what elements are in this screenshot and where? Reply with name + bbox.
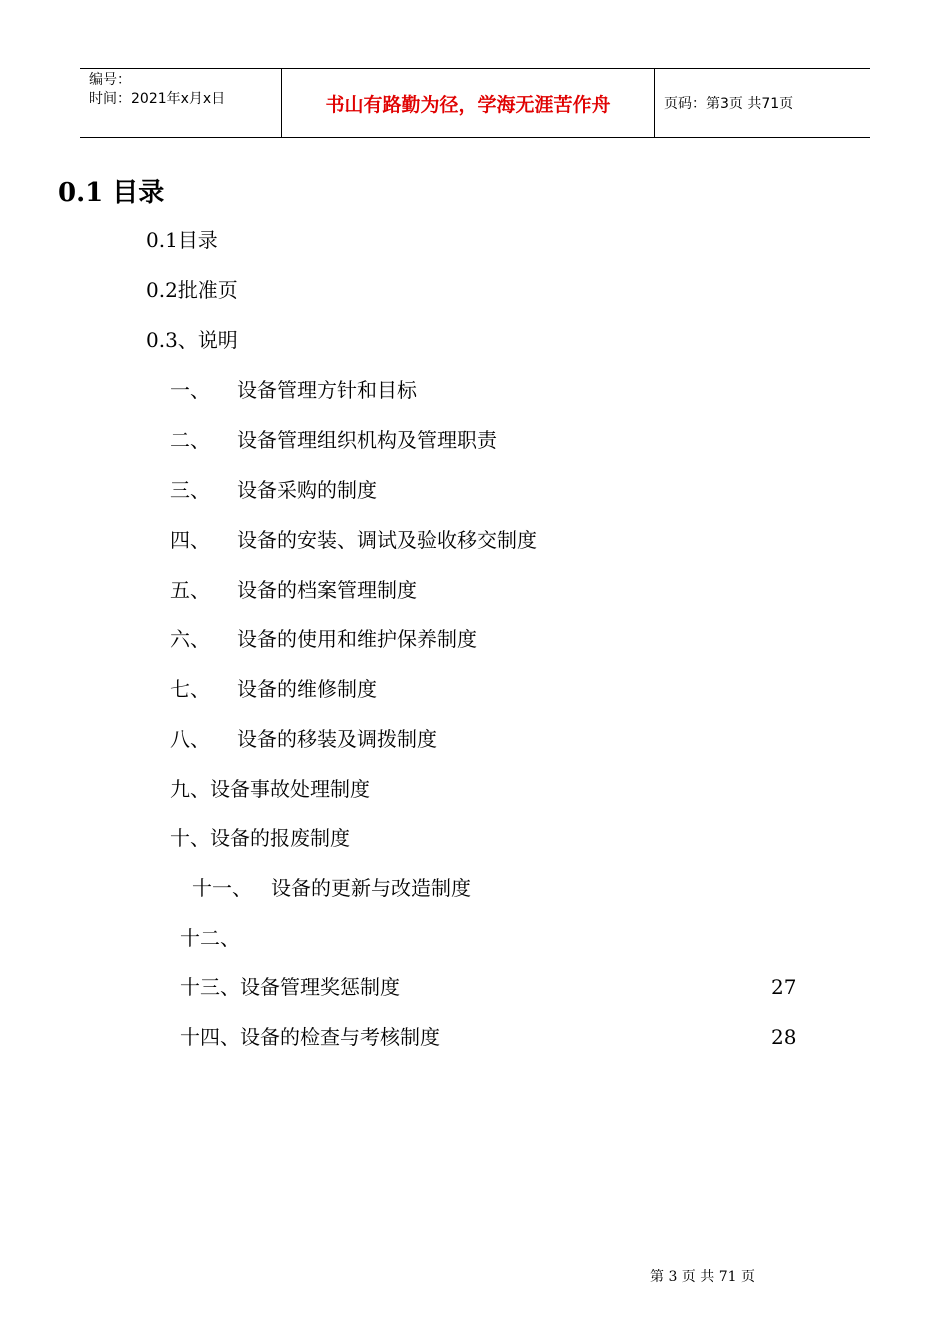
toc-item-number: 0.2 — [146, 278, 178, 302]
toc-item — [170, 725, 437, 753]
toc-item-number: 十一、 — [192, 876, 252, 900]
toc-item — [170, 775, 370, 803]
section-title: 0.1 目录 — [58, 178, 165, 208]
toc-item-title: 设备的使用和维护保养制度 — [237, 627, 477, 651]
header-page-info: 页码：第3页 共71页 — [664, 96, 794, 112]
toc-item — [170, 476, 377, 504]
toc-item-title: 设备事故处理制度 — [210, 777, 370, 801]
toc-item — [170, 426, 497, 454]
toc-item-title: 设备的检查与考核制度 — [240, 1025, 440, 1049]
page-header — [80, 68, 870, 138]
toc-item-title: 设备管理方针和目标 — [237, 378, 417, 402]
header-motto: 书山有路勤为径，学海无涯苦作舟 — [282, 69, 655, 137]
toc-item-number: 三、 — [170, 478, 210, 502]
toc-item-number: 八、 — [170, 727, 210, 751]
toc-item-title: 设备的安装、调试及验收移交制度 — [237, 528, 537, 552]
toc-item — [146, 276, 238, 304]
toc-item-title: 设备的档案管理制度 — [237, 578, 417, 602]
toc-item — [170, 526, 537, 554]
toc-item-number: 二、 — [170, 428, 210, 452]
toc-item-title: 批准页 — [177, 278, 238, 302]
toc-item — [146, 226, 218, 254]
toc-item — [192, 874, 471, 902]
toc-item-number: 0.3、 — [146, 328, 198, 352]
toc-item-number: 十、 — [170, 826, 210, 850]
toc-item — [170, 675, 377, 703]
document-date-label: 时间：2021年x月x日 — [89, 91, 226, 107]
header-meta-cell — [80, 69, 282, 137]
page-footer: 第 3 页 共 71 页 — [650, 1269, 755, 1285]
toc-item-title: 设备的移装及调拨制度 — [237, 727, 437, 751]
toc-item-number: 七、 — [170, 677, 210, 701]
toc-item-number: 一、 — [170, 378, 210, 402]
toc-item — [146, 326, 238, 354]
toc-item-title: 说明 — [197, 328, 238, 352]
toc-item-title: 设备的维修制度 — [237, 677, 377, 701]
toc-item — [170, 576, 417, 604]
toc-item-number: 六、 — [170, 627, 210, 651]
toc-item-number: 九、 — [170, 777, 210, 801]
toc-item-title: 设备的更新与改造制度 — [271, 876, 471, 900]
toc-item-number: 十三、 — [180, 975, 240, 999]
toc-item-number: 十四、 — [180, 1025, 240, 1049]
toc-item — [170, 376, 417, 404]
toc-item-number: 五、 — [170, 578, 210, 602]
toc-item-number: 十二、 — [180, 926, 240, 950]
toc-item-title: 设备的报废制度 — [210, 826, 350, 850]
toc-item-page: 27 — [771, 975, 797, 999]
toc-item — [180, 1023, 440, 1051]
toc-item — [180, 973, 400, 1001]
toc-item-title: 设备管理组织机构及管理职责 — [237, 428, 497, 452]
toc-item-number: 0.1 — [146, 228, 178, 252]
toc-item — [180, 924, 240, 952]
toc-item — [170, 824, 350, 852]
toc-item-title: 目录 — [177, 228, 218, 252]
toc-item-page: 28 — [771, 1025, 797, 1049]
toc-item-title: 设备管理奖惩制度 — [240, 975, 400, 999]
toc-item-title: 设备采购的制度 — [237, 478, 377, 502]
toc-item — [170, 625, 477, 653]
document-number-label: 编号： — [89, 72, 131, 88]
toc-item-number: 四、 — [170, 528, 210, 552]
